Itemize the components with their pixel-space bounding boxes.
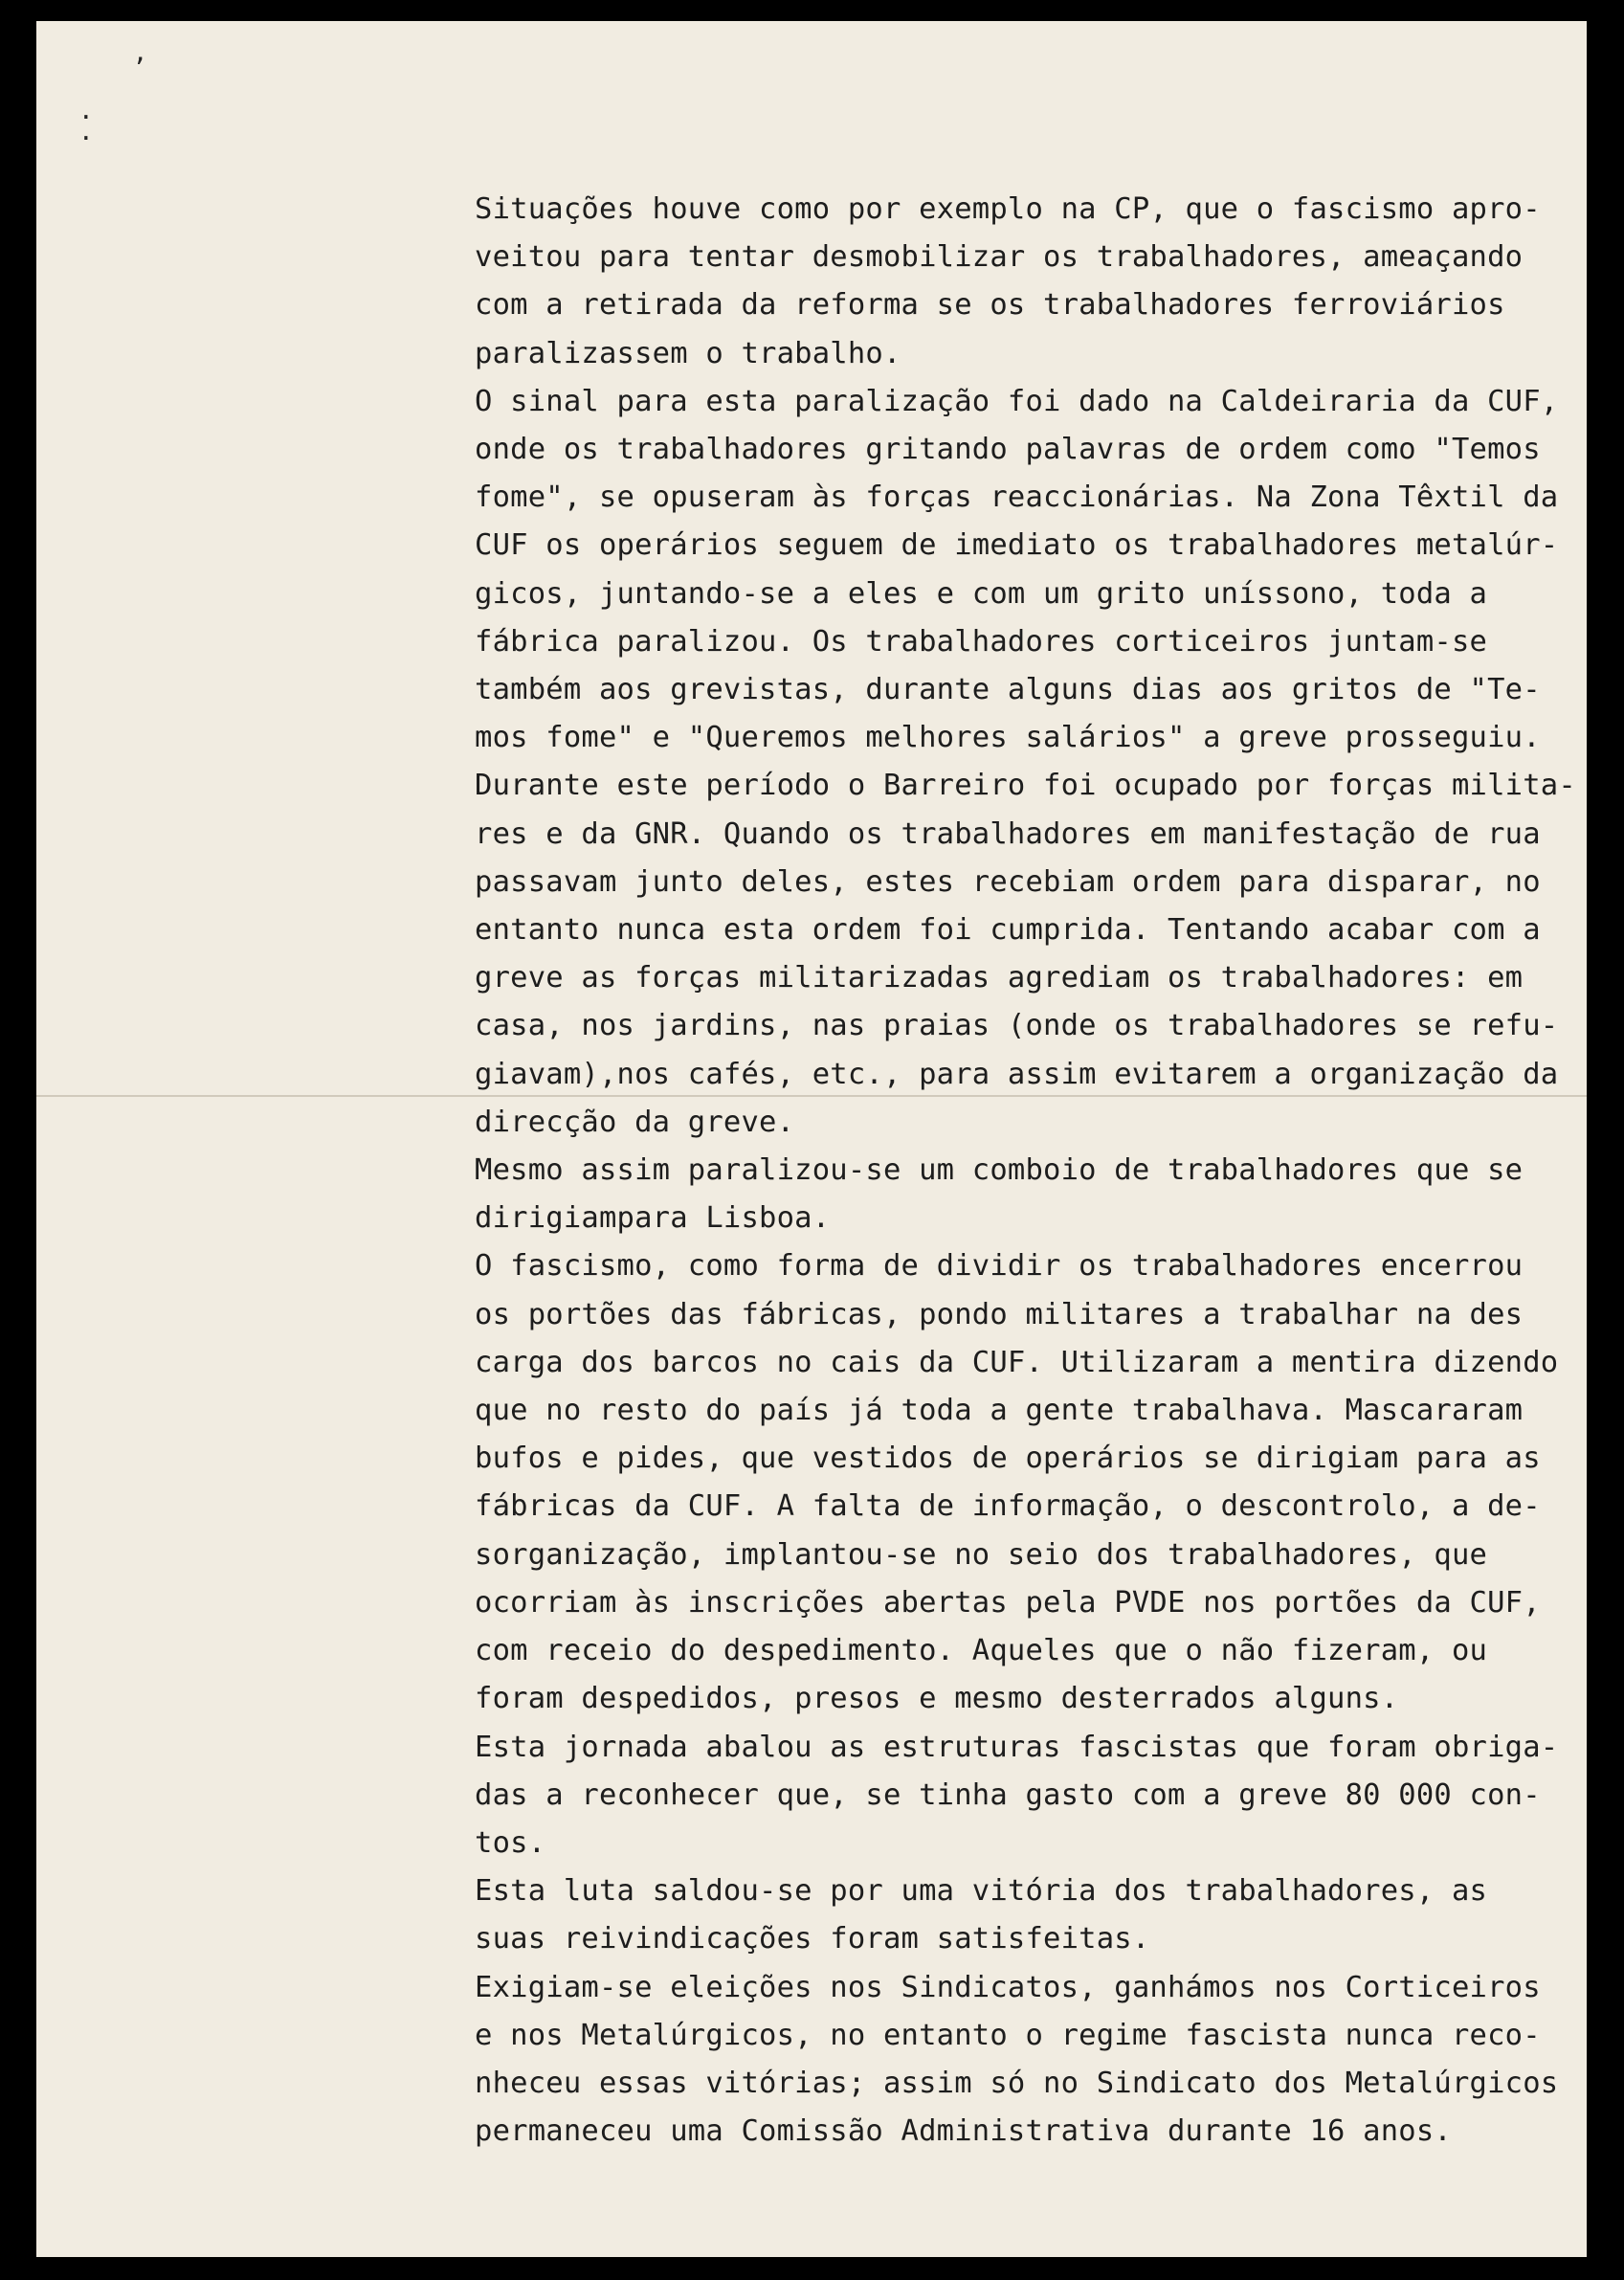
text-line: suas reivindicações foram satisfeitas.	[475, 1922, 1150, 1956]
document-page	[36, 21, 1587, 2257]
text-line: carga dos barcos no cais da CUF. Utilizaram a mentira dizendo	[475, 1345, 1559, 1379]
text-line: CUF os operários seguem de imediato os trabalhadores metalúr-	[475, 528, 1559, 563]
text-line: foram despedidos, presos e mesmo desterrados alguns.	[475, 1682, 1399, 1716]
text-line: fábrica paralizou. Os trabalhadores corticeiros juntam-se	[475, 624, 1488, 659]
text-line: dirigiampara Lisboa.	[475, 1201, 831, 1236]
text-line: Esta jornada abalou as estruturas fascistas que foram obriga-	[475, 1730, 1559, 1764]
text-line: fome", se opuseram às forças reaccionárias. Na Zona Têxtil da	[475, 481, 1559, 515]
text-line: Mesmo assim paralizou-se um comboio de trabalhadores que se	[475, 1153, 1524, 1188]
text-line: paralizassem o trabalho.	[475, 336, 901, 370]
text-line: com a retirada da reforma se os trabalhadores ferroviários	[475, 288, 1505, 323]
text-line: Exigiam-se eleições nos Sindicatos, ganhámos nos Corticeiros	[475, 1970, 1541, 2004]
text-line: direcção da greve.	[475, 1105, 795, 1139]
text-line: os portões das fábricas, pondo militares a trabalhar na des	[475, 1297, 1524, 1331]
text-line: casa, nos jardins, nas praias (onde os trabalhadores se refu-	[475, 1009, 1559, 1043]
text-line: e nos Metalúrgicos, no entanto o regime fascista nunca reco-	[475, 2018, 1541, 2052]
text-line: Situações houve como por exemplo na CP, que o fascismo apro-	[475, 192, 1541, 226]
text-line: O fascismo, como forma de dividir os trabalhadores encerrou	[475, 1249, 1524, 1284]
text-line: das a reconhecer que, se tinha gasto com a greve 80 000 con-	[475, 1777, 1541, 1812]
text-line: greve as forças militarizadas agrediam os trabalhadores: em	[475, 961, 1524, 995]
text-line: Esta luta saldou-se por uma vitória dos trabalhadores, as	[475, 1874, 1488, 1909]
text-line: passavam junto deles, estes recebiam ordem para disparar, no	[475, 864, 1541, 899]
text-line: sorganização, implantou-se no seio dos trabalhadores, que	[475, 1537, 1488, 1572]
text-line: onde os trabalhadores gritando palavras de ordem como "Temos	[475, 433, 1541, 467]
ink-mark: ·	[78, 124, 94, 153]
text-line: tos.	[475, 1825, 546, 1860]
text-line: gicos, juntando-se a eles e com um grito uníssono, toda a	[475, 576, 1488, 611]
text-line: que no resto do país já toda a gente trabalhava. Mascararam	[475, 1394, 1524, 1428]
ink-mark: ʼ	[132, 54, 147, 82]
text-line: entanto nunca esta ordem foi cumprida. Tentando acabar com a	[475, 913, 1541, 948]
text-line: fábricas da CUF. A falta de informação, o descontrolo, a de-	[475, 1489, 1541, 1524]
text-line: nheceu essas vitórias; assim só no Sindicato dos Metalúrgicos	[475, 2066, 1559, 2100]
text-line: bufos e pides, que vestidos de operários se dirigiam para as	[475, 1442, 1541, 1476]
text-line: veitou para tentar desmobilizar os trabalhadores, ameaçando	[475, 240, 1524, 275]
typed-text-body	[475, 186, 1576, 2156]
text-line: também aos grevistas, durante alguns dias aos gritos de "Te-	[475, 673, 1541, 707]
text-line: com receio do despedimento. Aqueles que o não fizeram, ou	[475, 1634, 1488, 1668]
text-line: Durante este período o Barreiro foi ocupado por forças milita-	[475, 769, 1576, 803]
ink-mark: ·	[78, 103, 94, 132]
text-line: O sinal para esta paralização foi dado na Caldeiraria da CUF,	[475, 384, 1559, 418]
text-line: res e da GNR. Quando os trabalhadores em manifestação de rua	[475, 816, 1541, 851]
text-line: permaneceu uma Comissão Administrativa durante 16 anos.	[475, 2114, 1452, 2149]
text-line: ocorriam às inscrições abertas pela PVDE nos portões da CUF,	[475, 1585, 1541, 1620]
text-line: mos fome" e "Queremos melhores salários" a greve prosseguiu.	[475, 721, 1541, 755]
text-line: giavam),nos cafés, etc., para assim evitarem a organização da	[475, 1057, 1559, 1091]
